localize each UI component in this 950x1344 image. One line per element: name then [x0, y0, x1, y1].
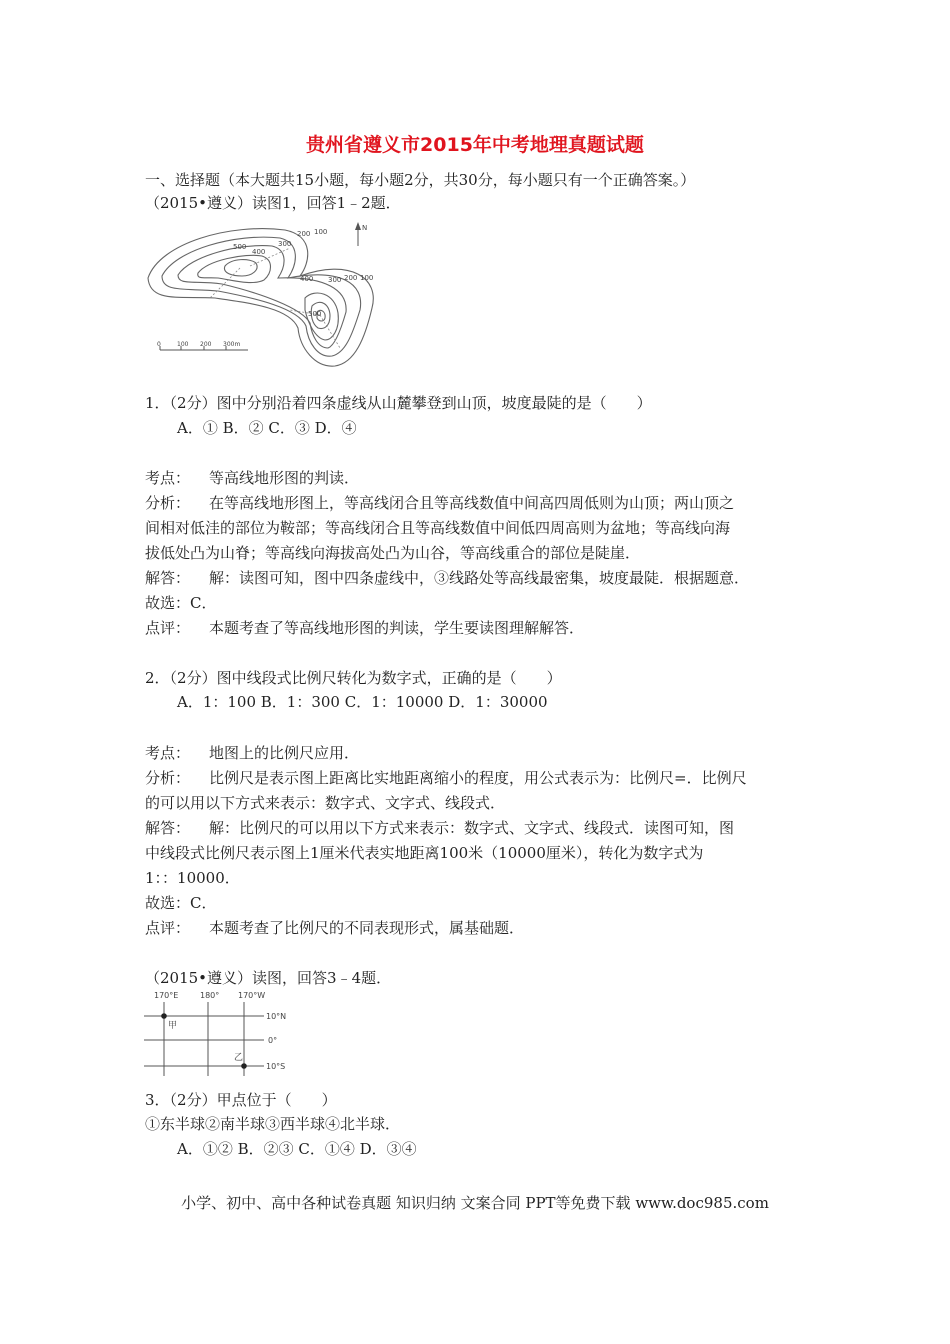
q2-jieda-line2: 中线段式比例尺表示图上1厘米代表实地距离100米（10000厘米），转化为数字式为 — [145, 844, 704, 862]
q1-fenxi-line2: 间相对低洼的部位为鞍部；等高线闭合且等高线数值中间低四周高则为盆地；等高线向海 — [145, 519, 731, 537]
q2-dianping: 点评： 本题考查了比例尺的不同表现形式，属基础题． — [145, 919, 525, 937]
q3-stem: 3．（2分）甲点位于（ ） — [145, 1091, 337, 1109]
q3-options: A．①② B．②③ C．①④ D．③④ — [177, 1140, 417, 1158]
q2-fenxi: 分析： 比例尺是表示图上距离比实地距离缩小的程度，用公式表示为：比例尺=．比例尺 — [145, 769, 747, 787]
north-arrow-icon — [355, 222, 367, 246]
q2-answer: 故选：C． — [145, 894, 217, 912]
q1-fenxi: 分析： 在等高线地形图上，等高线闭合且等高线数值中间高四周低则为山顶；两山顶之 — [145, 494, 735, 512]
q1-jieda: 解答： 解：读图可知，图中四条虚线中，③线路处等高线最密集，坡度最陡．根据题意． — [145, 569, 750, 587]
contour-label: 200 — [344, 274, 358, 282]
q1-stem: 1．（2分）图中分别沿着四条虚线从山麓攀登到山顶，坡度最陡的是（ ） — [145, 394, 652, 412]
contour-label: 100 — [314, 228, 328, 236]
svg-text:300m: 300m — [223, 341, 241, 348]
svg-text:N: N — [362, 224, 368, 232]
point-yi-label: 乙 — [234, 1053, 244, 1063]
svg-text:0: 0 — [157, 341, 161, 348]
lon-label: 180° — [200, 991, 220, 1000]
svg-text:200: 200 — [200, 341, 212, 348]
page-footer: 小学、初中、高中各种试卷真题 知识归纳 文案合同 PPT等免费下载 www.doc985.com — [181, 1194, 769, 1212]
q1-kaodian: 考点： 等高线地形图的判读． — [145, 469, 360, 487]
intro-q1-q2: （2015•遵义）读图1，回答1﹣2题． — [145, 194, 401, 212]
page-title: 贵州省遵义市2015年中考地理真题试题 — [306, 134, 644, 156]
contour-label: 300 — [278, 240, 292, 248]
contour-label: 500 — [308, 310, 322, 318]
lon-label: 170°W — [238, 991, 266, 1000]
q2-fenxi-line2: 的可以用以下方式来表示：数字式、文字式、线段式． — [145, 794, 506, 812]
q3-choices: ①东半球②南半球③西半球④北半球． — [145, 1115, 401, 1133]
point-jia-marker — [161, 1013, 167, 1019]
contour-label: 500 — [233, 243, 247, 251]
point-yi-marker — [241, 1063, 247, 1069]
contour-label: 300 — [328, 276, 342, 284]
contour-label: 400 — [300, 275, 314, 283]
latitude-longitude-grid-figure — [140, 988, 300, 1078]
section-heading: 一、选择题（本大题共15小题，每小题2分，共30分，每小题只有一个正确答案。） — [145, 171, 696, 189]
lat-label: 0° — [268, 1036, 278, 1045]
contour-label: 100 — [360, 274, 374, 282]
contour-map-figure — [140, 218, 390, 368]
q1-dianping: 点评： 本题考查了等高线地形图的判读，学生要读图理解解答． — [145, 619, 585, 637]
scale-bar — [157, 341, 248, 350]
contour-label: 200 — [297, 230, 311, 238]
q2-stem: 2．（2分）图中线段式比例尺转化为数字式，正确的是（ ） — [145, 669, 562, 687]
contour-label: 400 — [252, 248, 266, 256]
q1-answer: 故选：C． — [145, 594, 217, 612]
lon-label: 170°E — [154, 991, 179, 1000]
q2-jieda: 解答： 解：比例尺的可以用以下方式来表示：数字式、文字式、线段式．读图可知，图 — [145, 819, 735, 837]
svg-text:100: 100 — [177, 341, 189, 348]
q2-jieda-line3: 1：：10000． — [145, 869, 240, 887]
q2-kaodian: 考点： 地图上的比例尺应用． — [145, 744, 360, 762]
q2-options: A．1：100 B．1：300 C．1：10000 D．1：30000 — [177, 693, 548, 711]
lat-label: 10°N — [266, 1012, 287, 1021]
q1-options: A．① B．② C．③ D．④ — [177, 419, 357, 437]
q1-fenxi-line3: 拔低处凸为山脊；等高线向海拔高处凸为山谷，等高线重合的部位是陡崖． — [145, 544, 641, 562]
point-jia-label: 甲 — [168, 1021, 178, 1031]
lat-label: 10°S — [266, 1062, 286, 1071]
intro-q3-q4: （2015•遵义）读图，回答3﹣4题． — [145, 969, 392, 987]
